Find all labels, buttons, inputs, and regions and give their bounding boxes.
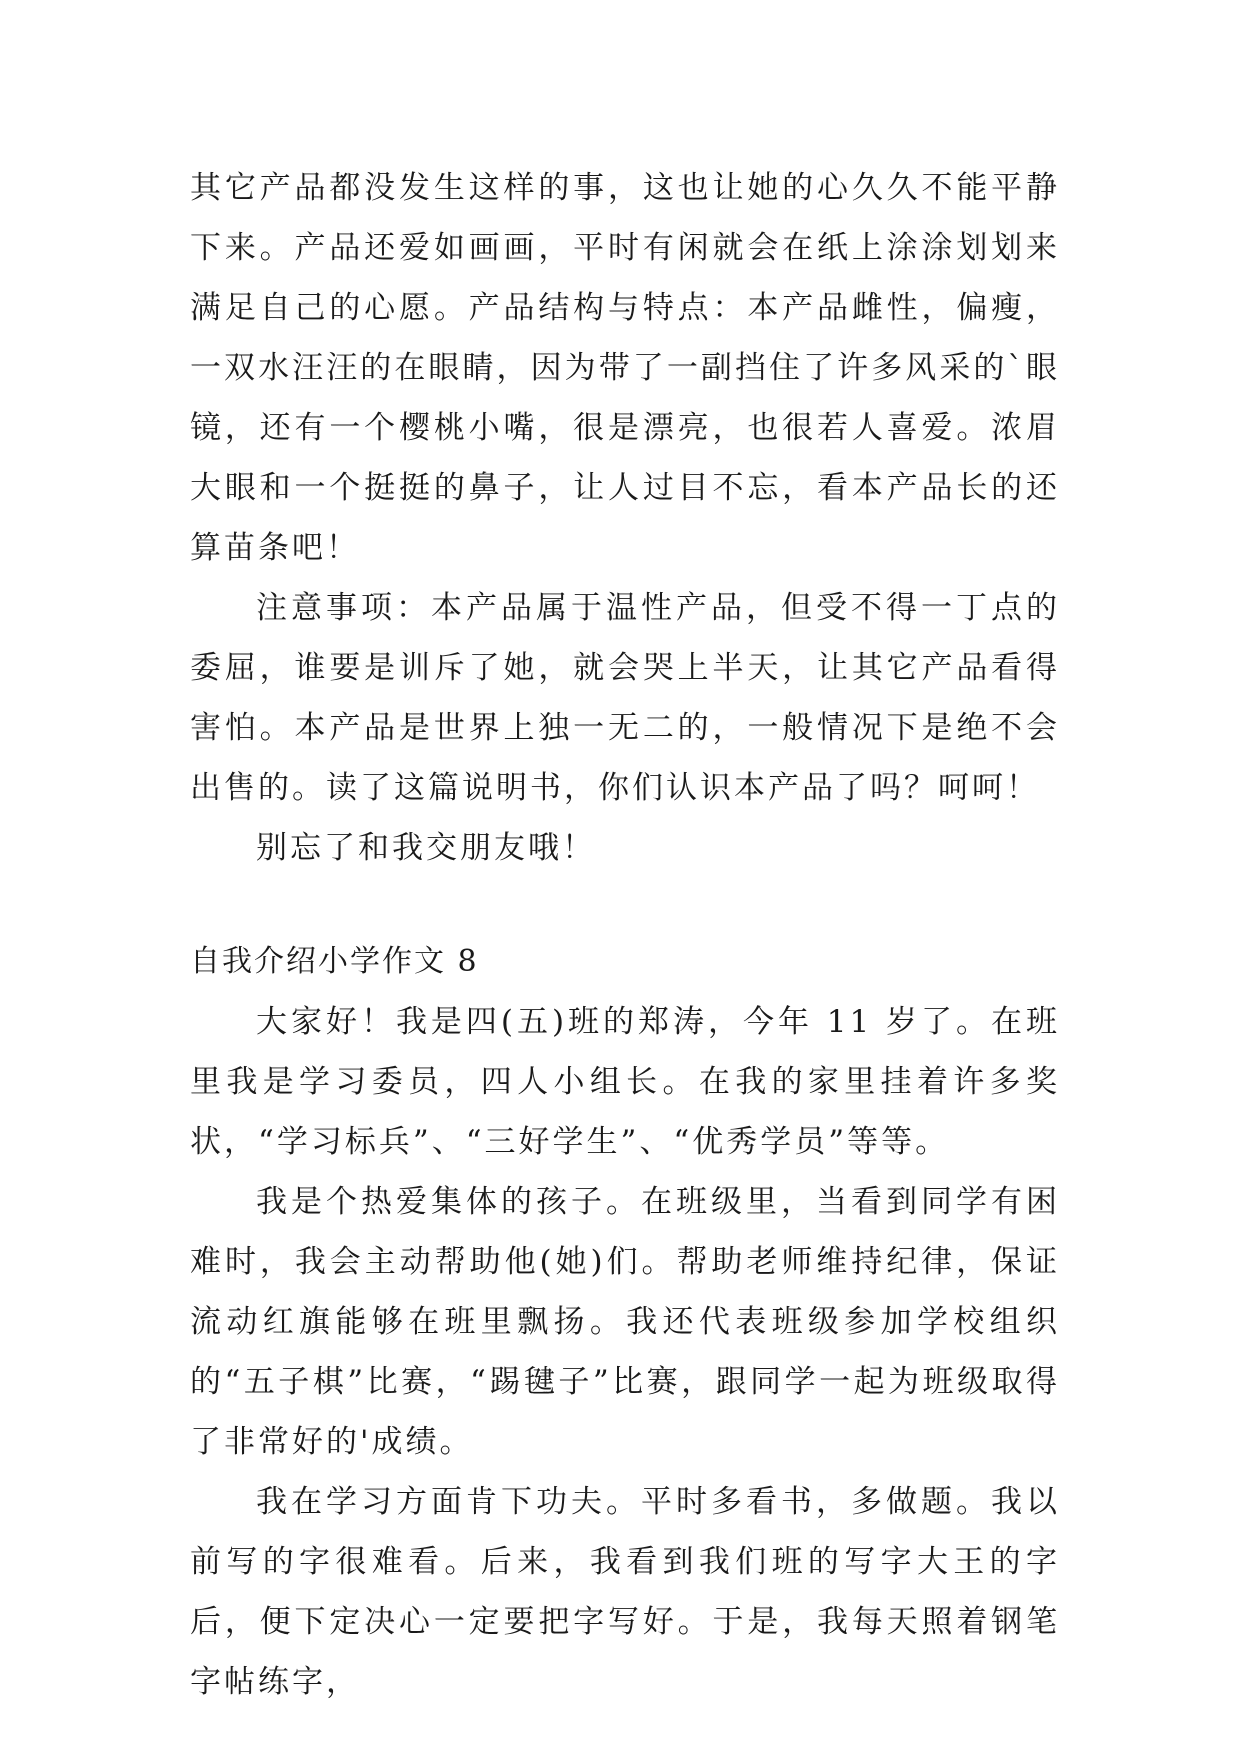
paragraph-closing: 别忘了和我交朋友哦！ [256,830,596,866]
paragraph-study: 我在学习方面肯下功夫。平时多看书，多做题。我以前写的字很难看。后来，我看到我们班的写字大王的字后，便下定决心一定要把字写好。于是，我每天照着钢笔字帖练字， [190,1484,1060,1700]
section-title: 自我介绍小学作文 8 [190,944,479,979]
paragraph-collective: 我是个热爱集体的孩子。在班级里，当看到同学有困难时，我会主动帮助他(她)们。帮助老师维持纪律，保证流动红旗能够在班里飘扬。我还代表班级参加学校组织的“五子棋”比赛，“踢毽子”比赛，跟同学一起为班级取得了非常好的'成绩。 [190,1184,1060,1460]
document-body [190,158,1060,1712]
paragraph-precautions: 注意事项：本产品属于温性产品，但受不得一丁点的委屈，谁要是训斥了她，就会哭上半天，让其它产品看得害怕。本产品是世界上独一无二的，一般情况下是绝不会出售的。读了这篇说明书，你们认识本产品了吗？呵呵！ [190,590,1060,806]
paragraph-product-features: 其它产品都没发生这样的事，这也让她的心久久不能平静下来。产品还爱如画画，平时有闲就会在纸上涂涂划划来满足自己的心愿。产品结构与特点：本产品雌性，偏瘦，一双水汪汪的在眼睛，因为带了一副挡住了许多风采的`眼镜，还有一个樱桃小嘴，很是漂亮，也很若人喜爱。浓眉大眼和一个挺挺的鼻子，让人过目不忘，看本产品长的还算苗条吧！ [190,170,1060,566]
section-spacer [190,878,1060,932]
paragraph-introduction: 大家好！我是四(五)班的郑涛，今年 11 岁了。在班里我是学习委员，四人小组长。在我的家里挂着许多奖状，“学习标兵”、“三好学生”、“优秀学员”等等。 [190,1004,1060,1160]
